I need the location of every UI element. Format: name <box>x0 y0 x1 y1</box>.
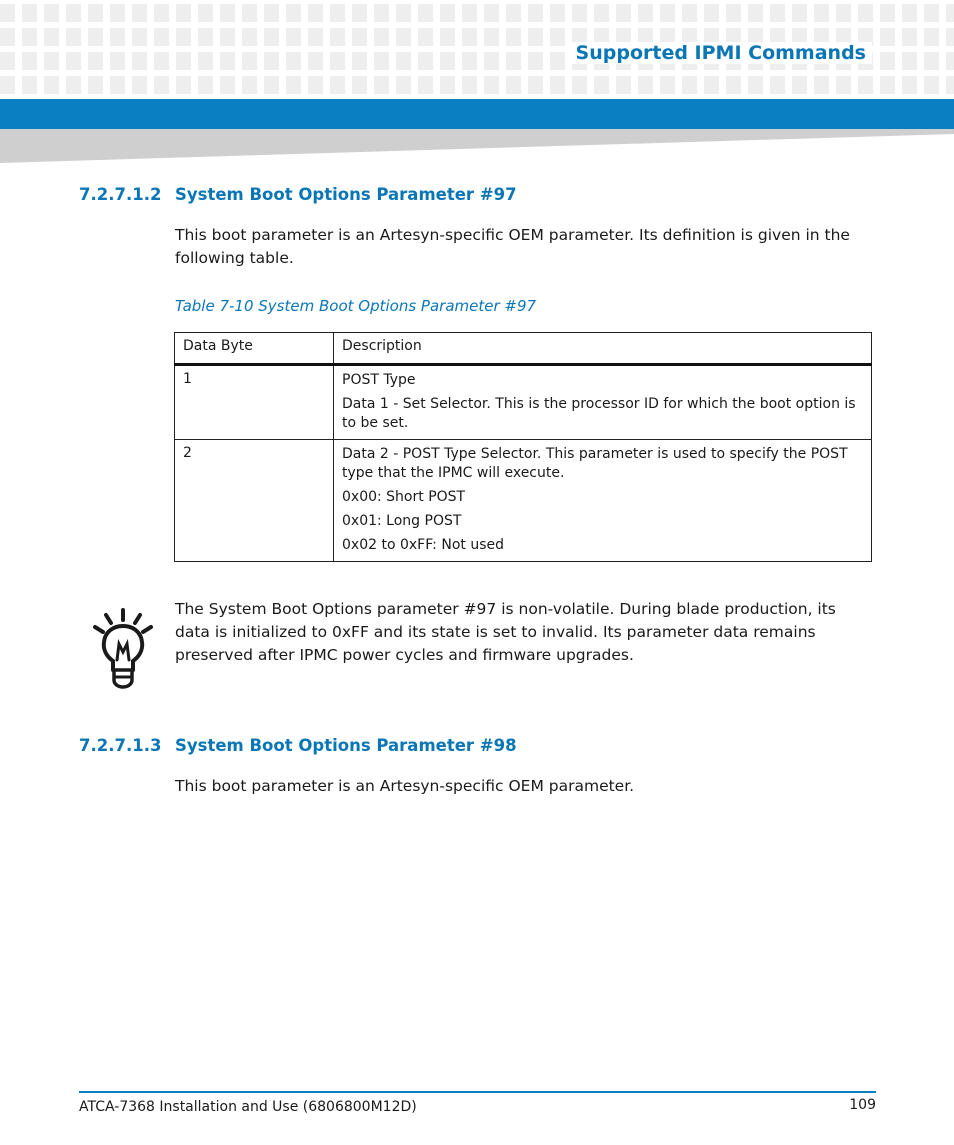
pattern-square <box>308 28 323 46</box>
section-heading-98 <box>79 736 517 755</box>
pattern-square <box>264 76 279 94</box>
pattern-square <box>594 76 609 94</box>
pattern-square <box>264 52 279 70</box>
pattern-square <box>924 76 939 94</box>
pattern-square <box>440 4 455 22</box>
pattern-square <box>704 4 719 22</box>
section-heading-97 <box>79 185 517 204</box>
note-text: The System Boot Options parameter #97 is non-volatile. During blade production, its data is initialized to 0xFF and its state is set to invalid. Its parameter data remains preserved after IPMC power cycles and firmware upgrades. <box>175 600 836 664</box>
pattern-square <box>374 28 389 46</box>
pattern-square <box>132 52 147 70</box>
pattern-square <box>88 28 103 46</box>
pattern-square <box>484 52 499 70</box>
pattern-square <box>902 4 917 22</box>
pattern-square <box>198 28 213 46</box>
pattern-square <box>462 76 477 94</box>
running-header-title: Supported IPMI Commands <box>570 42 872 64</box>
pattern-square <box>286 4 301 22</box>
pattern-square <box>528 52 543 70</box>
pattern-square <box>176 28 191 46</box>
section-intro-paragraph: This boot parameter is an Artesyn-specific OEM parameter. <box>175 777 635 795</box>
pattern-square <box>902 52 917 70</box>
pattern-square <box>484 4 499 22</box>
pattern-square <box>220 4 235 22</box>
table-row <box>175 365 872 440</box>
pattern-square <box>44 52 59 70</box>
pattern-square <box>550 52 565 70</box>
pattern-square <box>176 52 191 70</box>
header-blue-bar <box>0 99 954 129</box>
pattern-square <box>506 28 521 46</box>
pattern-square <box>638 76 653 94</box>
pattern-square <box>110 28 125 46</box>
section-title: System Boot Options Parameter #98 <box>175 736 517 755</box>
pattern-square <box>88 52 103 70</box>
page-number: 109 <box>849 1097 876 1113</box>
pattern-row <box>0 4 954 22</box>
pattern-square <box>418 28 433 46</box>
pattern-square <box>176 76 191 94</box>
header-gray-wedge <box>0 129 954 163</box>
pattern-square <box>726 4 741 22</box>
pattern-square <box>110 52 125 70</box>
pattern-square <box>132 28 147 46</box>
pattern-square <box>242 76 257 94</box>
table-row <box>175 440 872 562</box>
column-header: Data Byte <box>175 333 334 365</box>
pattern-square <box>770 4 785 22</box>
boot-options-table <box>174 332 872 562</box>
pattern-square <box>880 52 895 70</box>
pattern-square <box>836 4 851 22</box>
table-cell-data-byte: 1 <box>175 365 334 440</box>
pattern-square <box>66 52 81 70</box>
pattern-square <box>506 52 521 70</box>
pattern-square <box>110 4 125 22</box>
pattern-square <box>264 28 279 46</box>
pattern-square <box>792 4 807 22</box>
description-line: 0x01: Long POST <box>342 513 462 529</box>
table-caption: Table 7-10 System Boot Options Parameter #97 <box>175 297 537 315</box>
pattern-square <box>726 76 741 94</box>
pattern-square <box>154 4 169 22</box>
description-line: Data 1 - Set Selector. This is the processor ID for which the boot option is to be set. <box>342 396 856 431</box>
pattern-square <box>88 4 103 22</box>
pattern-square <box>66 4 81 22</box>
pattern-square <box>242 28 257 46</box>
pattern-square <box>550 28 565 46</box>
pattern-square <box>352 28 367 46</box>
pattern-square <box>330 4 345 22</box>
pattern-square <box>330 28 345 46</box>
pattern-square <box>0 52 15 70</box>
pattern-square <box>22 52 37 70</box>
table-cell-description <box>334 440 872 562</box>
pattern-square <box>682 76 697 94</box>
pattern-square <box>264 4 279 22</box>
pattern-square <box>880 28 895 46</box>
pattern-square <box>242 4 257 22</box>
footer-rule <box>79 1091 876 1093</box>
column-header: Description <box>334 333 872 365</box>
pattern-square <box>462 4 477 22</box>
pattern-square <box>616 4 631 22</box>
pattern-row <box>0 76 954 94</box>
pattern-square <box>594 4 609 22</box>
pattern-square <box>814 4 829 22</box>
pattern-square <box>638 4 653 22</box>
pattern-square <box>550 76 565 94</box>
pattern-square <box>220 52 235 70</box>
pattern-square <box>616 76 631 94</box>
pattern-square <box>110 76 125 94</box>
pattern-square <box>308 76 323 94</box>
pattern-square <box>946 28 954 46</box>
pattern-square <box>154 52 169 70</box>
pattern-square <box>220 76 235 94</box>
pattern-square <box>528 28 543 46</box>
pattern-square <box>154 28 169 46</box>
pattern-square <box>374 52 389 70</box>
pattern-square <box>132 4 147 22</box>
pattern-square <box>440 52 455 70</box>
pattern-square <box>418 76 433 94</box>
pattern-square <box>286 28 301 46</box>
pattern-square <box>506 76 521 94</box>
pattern-square <box>286 76 301 94</box>
pattern-square <box>352 4 367 22</box>
lightbulb-icon <box>92 608 156 690</box>
pattern-square <box>396 4 411 22</box>
pattern-square <box>242 52 257 70</box>
pattern-square <box>506 4 521 22</box>
pattern-square <box>286 52 301 70</box>
pattern-square <box>924 52 939 70</box>
pattern-square <box>682 4 697 22</box>
pattern-square <box>836 76 851 94</box>
pattern-square <box>748 4 763 22</box>
description-line: Data 2 - POST Type Selector. This parameter is used to specify the POST type that the IPMC will execute. <box>342 446 848 481</box>
table-cell-data-byte: 2 <box>175 440 334 562</box>
description-line: 0x02 to 0xFF: Not used <box>342 537 504 553</box>
pattern-square <box>924 28 939 46</box>
pattern-square <box>374 76 389 94</box>
pattern-square <box>880 4 895 22</box>
pattern-square <box>748 76 763 94</box>
pattern-square <box>462 28 477 46</box>
pattern-square <box>572 76 587 94</box>
pattern-square <box>44 28 59 46</box>
pattern-square <box>0 4 15 22</box>
pattern-square <box>902 28 917 46</box>
pattern-square <box>220 28 235 46</box>
pattern-square <box>44 76 59 94</box>
pattern-square <box>308 4 323 22</box>
pattern-square <box>0 28 15 46</box>
pattern-square <box>308 52 323 70</box>
pattern-square <box>572 4 587 22</box>
pattern-square <box>880 76 895 94</box>
pattern-square <box>198 4 213 22</box>
pattern-square <box>352 52 367 70</box>
section-title: System Boot Options Parameter #97 <box>175 185 517 204</box>
pattern-square <box>352 76 367 94</box>
pattern-square <box>440 76 455 94</box>
description-line: POST Type <box>342 372 416 388</box>
pattern-square <box>528 4 543 22</box>
pattern-square <box>396 28 411 46</box>
pattern-square <box>814 76 829 94</box>
pattern-square <box>418 52 433 70</box>
pattern-square <box>858 76 873 94</box>
pattern-square <box>924 4 939 22</box>
pattern-square <box>132 76 147 94</box>
section-intro-paragraph: This boot parameter is an Artesyn-specific OEM parameter. Its definition is given in the following table. <box>175 226 850 267</box>
pattern-square <box>946 4 954 22</box>
pattern-square <box>770 76 785 94</box>
pattern-square <box>660 76 675 94</box>
pattern-square <box>0 76 15 94</box>
pattern-square <box>528 76 543 94</box>
pattern-square <box>484 28 499 46</box>
pattern-square <box>418 4 433 22</box>
table-cell-description <box>334 365 872 440</box>
pattern-square <box>22 28 37 46</box>
pattern-square <box>660 4 675 22</box>
pattern-square <box>88 76 103 94</box>
section-number: 7.2.7.1.2 <box>79 185 162 204</box>
description-line: 0x00: Short POST <box>342 489 466 505</box>
pattern-square <box>374 4 389 22</box>
section-number: 7.2.7.1.3 <box>79 736 162 755</box>
pattern-square <box>44 4 59 22</box>
pattern-square <box>330 76 345 94</box>
pattern-square <box>902 76 917 94</box>
pattern-square <box>946 52 954 70</box>
footer-document-title: ATCA-7368 Installation and Use (6806800M12D) <box>79 1099 417 1115</box>
pattern-square <box>792 76 807 94</box>
pattern-square <box>22 76 37 94</box>
table-header-row <box>175 333 872 365</box>
pattern-square <box>462 52 477 70</box>
pattern-square <box>858 4 873 22</box>
pattern-square <box>704 76 719 94</box>
pattern-square <box>440 28 455 46</box>
pattern-square <box>22 4 37 22</box>
pattern-square <box>396 52 411 70</box>
pattern-square <box>154 76 169 94</box>
pattern-square <box>946 76 954 94</box>
pattern-square <box>550 4 565 22</box>
pattern-square <box>66 76 81 94</box>
pattern-square <box>66 28 81 46</box>
pattern-square <box>330 52 345 70</box>
pattern-square <box>396 76 411 94</box>
pattern-square <box>176 4 191 22</box>
pattern-square <box>198 52 213 70</box>
pattern-square <box>484 76 499 94</box>
pattern-square <box>198 76 213 94</box>
